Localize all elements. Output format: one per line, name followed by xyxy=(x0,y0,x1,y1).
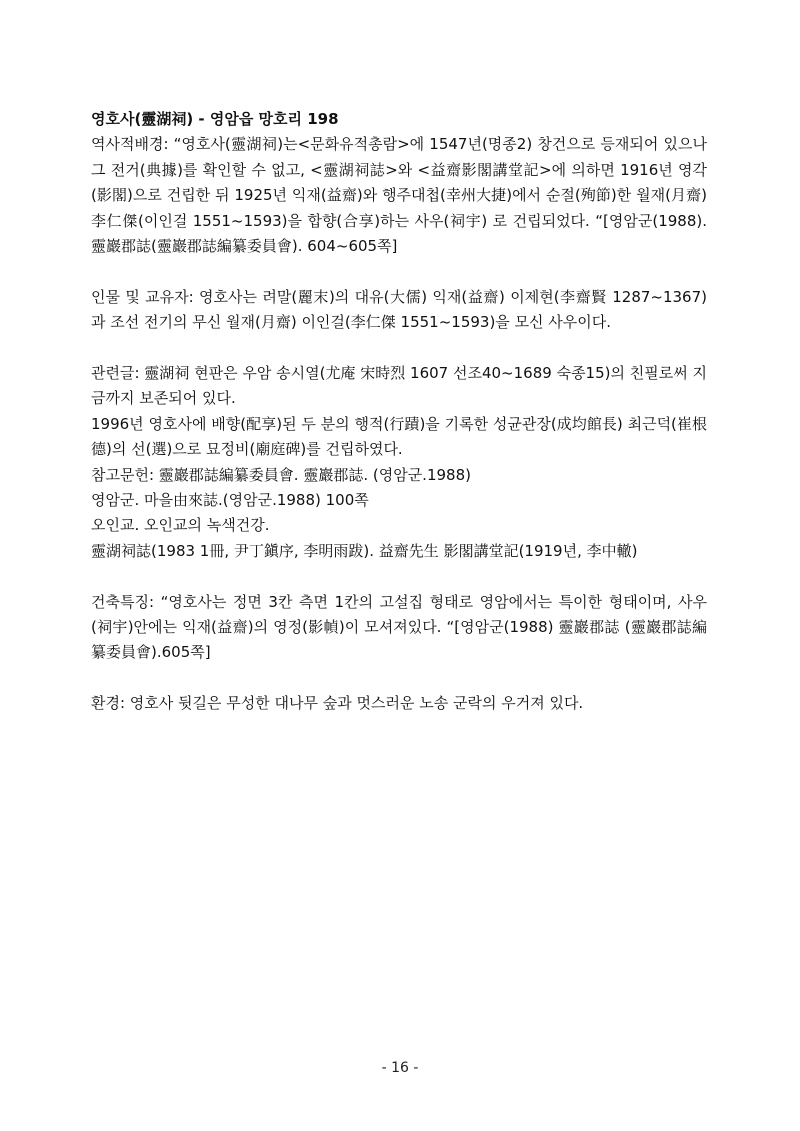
architecture-paragraph: 건축특징: “영호사는 정면 3칸 측면 1칸의 고설집 형태로 영암에서는 특이한 형태이며, 사우(祠宇)안에는 익재(益齋)의 영정(影幀)이 모셔져있다. “[영암군(1988) 靈巖郡誌 (靈巖郡誌編纂委員會).605쪽] xyxy=(91,592,707,662)
spacer xyxy=(91,564,707,589)
section-title: 영호사(靈湖祠) - 영암읍 망호리 198 xyxy=(91,110,339,128)
reference-item: 영암군. 마을由來誌.(영암군.1988) 100쪽 xyxy=(91,491,369,510)
document-body xyxy=(91,107,707,717)
spacer xyxy=(91,259,707,284)
reference-item: 오인교. 오인교의 녹색건강. xyxy=(91,516,270,535)
reference-item: 靈湖祠誌(1983 1冊, 尹丁鎭序, 李明雨跋). 益齋先生 影閣講堂記(1919년, 李中轍) xyxy=(91,541,638,560)
reference-item: 참고문헌: 靈巖郡誌編纂委員會. 靈巖郡誌. (영암군.1988) xyxy=(91,465,471,484)
history-paragraph: 역사적배경: “영호사(靈湖祠)는<문화유적총람>에 1547년(명종2) 창건으로 등재되어 있으나 그 전거(典據)를 확인할 수 없고, <靈湖祠誌>와 <益齋影閣講堂記>에 의하면 1916년 영각(影閣)으로 건립한 뒤 1925년 익재(益齋)와 행주대첩(幸州大捷)에서 순절(殉節)한 월재(月齋) 李仁傑(이인걸 1551~1593)을 합향(合享)하는 사우(祠宇) 로 건립되었다. “[영암군(1988).靈巖郡誌(靈巖郡誌編纂委員會). 604~605쪽] xyxy=(91,135,707,256)
monument-paragraph: 1996년 영호사에 배향(配享)된 두 분의 행적(行蹟)을 기록한 성균관장(成均館長) 최근덕(崔根德)의 선(選)으로 묘정비(廟庭碑)를 건립하였다. xyxy=(91,414,707,459)
spacer xyxy=(91,666,707,691)
page-number: - 16 - xyxy=(381,1060,419,1076)
related-paragraph: 관련글: 靈湖祠 현판은 우암 송시열(尤庵 宋時烈 1607 선조40~1689 숙종15)의 친필로써 지금까지 보존되어 있다. xyxy=(91,364,707,408)
environment-paragraph: 환경: 영호사 뒷길은 무성한 대나무 숲과 멋스러운 노송 군락의 우거져 있다. xyxy=(91,694,584,713)
persons-paragraph: 인물 및 교유자: 영호사는 려말(麗末)의 대유(大儒) 익재(益齋) 이제현(李齋賢 1287~1367)과 조선 전기의 무신 월재(月齋) 이인걸(李仁傑 1551~1593)을 모신 사우이다. xyxy=(91,287,707,332)
spacer xyxy=(91,336,707,361)
